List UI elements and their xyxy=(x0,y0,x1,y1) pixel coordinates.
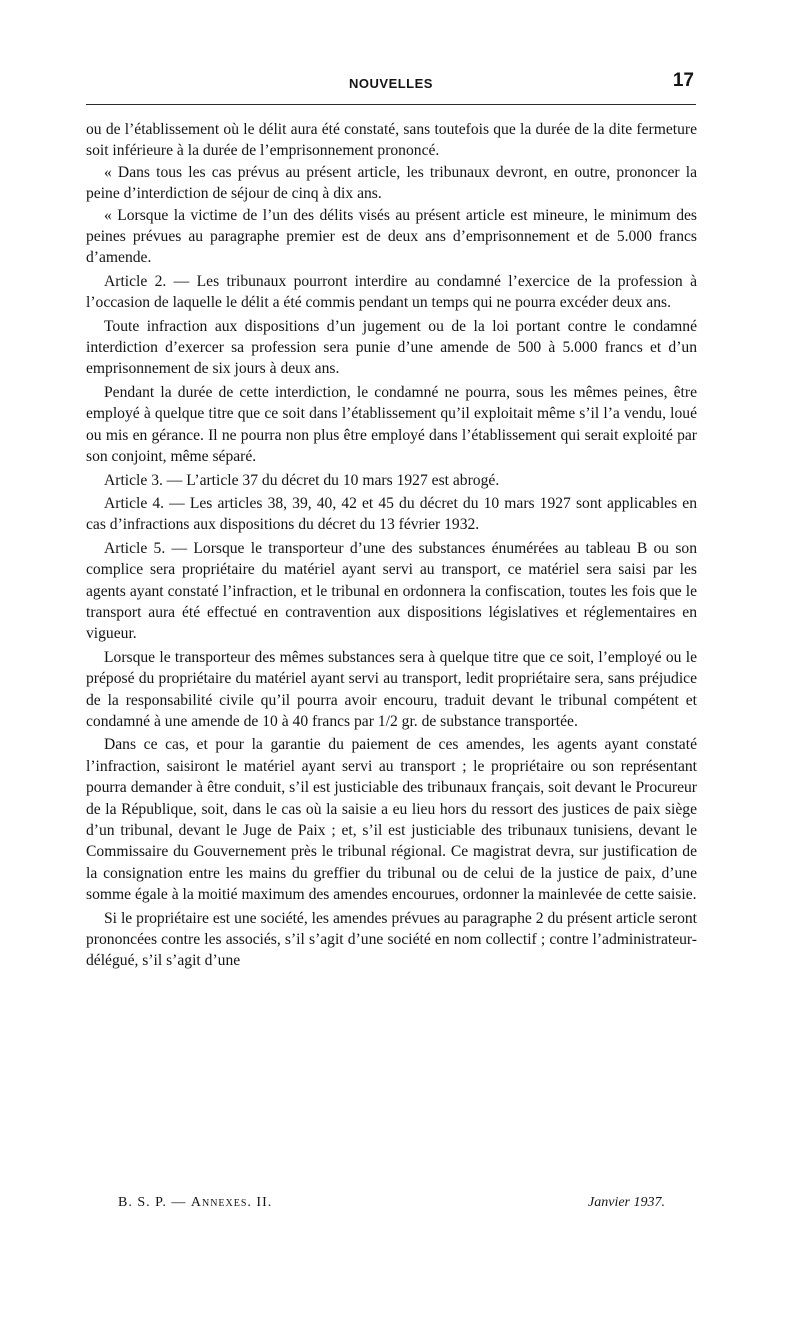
footer-source xyxy=(118,1195,272,1211)
body-text xyxy=(86,119,697,972)
paragraph-quote-interdiction: « Dans tous les cas prévus au présent article, les tribunaux devront, en outre, prononcer la peine d’interdiction de séjour de cinq à dix ans. xyxy=(86,163,697,203)
paragraph-interdiction-duree: Pendant la durée de cette interdiction, le condamné ne pourra, sous les mêmes peines, être employé à quelque titre que ce soit dans l’établissement qu’il exploitait même s’il l’a vendu, loué ou mis en gérance. Il ne pourra non plus être employé dans l’établissement qui serait exploité par son conjoint, même séparé. xyxy=(86,383,697,466)
footer-prefix: B. S. P. — xyxy=(118,1195,191,1210)
footer-annexes: Annexes xyxy=(190,1195,248,1210)
page-footer xyxy=(86,1195,697,1219)
paragraph-continuation: ou de l’établissement où le délit aura été constaté, sans toutefois que la durée de la dite fermeture soit inférieure à la durée de l’emprisonnement prononcé. xyxy=(86,121,697,160)
paragraph-article-3: Article 3. — L’article 37 du décret du 10 mars 1927 est abrogé. xyxy=(104,471,500,489)
paragraph-societe: Si le propriétaire est une société, les amendes prévues au paragraphe 2 du présent article seront prononcées contre les associés, s’il s’agit d’une société en nom collectif ; contre l’administrateur-délégué, s’il s’agit d’une xyxy=(86,909,697,970)
paragraph-article-4: Article 4. — Les articles 38, 39, 40, 42 et 45 du décret du 10 mars 1927 sont applicables en cas d’infractions aux dispositions du décret du 13 février 1932. xyxy=(86,494,697,534)
running-title: NOUVELLES xyxy=(349,76,433,91)
running-head xyxy=(86,70,696,100)
paragraph-infraction: Toute infraction aux dispositions d’un jugement ou de la loi portant contre le condamné interdiction d’exercer sa profession sera punie d’une amende de 500 à 5.000 francs et d’un emprisonnement de six jours à deux ans. xyxy=(86,317,697,378)
paragraph-article-2: Article 2. — Les tribunaux pourront interdire au condamné l’exercice de la profession à l’occasion de laquelle le délit a été commis pendant un temps qui ne pourra excéder deux ans. xyxy=(86,272,697,312)
footer-suffix: . II. xyxy=(247,1195,273,1210)
page-number: 17 xyxy=(672,70,694,91)
paragraph-transporteur: Lorsque le transporteur des mêmes substances sera à quelque titre que ce soit, l’employé ou le préposé du propriétaire du matériel ayant servi au transport, ledit propriétaire sera, sans préjudice de la responsabilité civile qu’il pourra avoir encouru, traduit devant le tribunal compétent et condamné à une amende de 10 à 40 francs par 1/2 gr. de substance transportée. xyxy=(86,648,697,730)
paragraph-article-5: Article 5. — Lorsque le transporteur d’une des substances énumérées au tableau B ou son complice sera propriétaire du matériel ayant servi au transport, ce matériel sera saisi par les agents ayant constaté l’infraction, et le tribunal en ordonnera la confiscation, toutes les fois que le transport aura été effectué en contravention aux dispositions législatives et réglementaires en vigueur. xyxy=(86,539,697,643)
paragraph-garantie: Dans ce cas, et pour la garantie du paiement de ces amendes, les agents ayant constaté l’infraction, saisiront le matériel ayant servi au transport ; le propriétaire ou son représentant pourra demander à être conduit, s’il est justiciable des tribunaux français, soit devant le Procureur de la République, soit, dans le cas où la saisie a eu lieu hors du ressort des justices de paix siège d’un tribunal, devant le Juge de Paix ; et, s’il est justiciable des tribunaux tunisiens, devant le Commissaire du Gouvernement près le tribunal régional. Ce magistrat devra, sur justification de la consignation entre les mains du greffier du tribunal ou de celui de la justice de paix, d’une somme égale à la moitié maximum des amendes encourues, ordonner la mainlevée de cette saisie. xyxy=(86,736,697,904)
header-rule xyxy=(86,104,696,105)
paragraph-quote-mineure: « Lorsque la victime de l’un des délits visés au présent article est mineure, le minimum des peines prévues au paragraphe premier est de deux ans d’emprisonnement et de 5.000 francs d’amende. xyxy=(86,206,697,267)
footer-date: Janvier 1937. xyxy=(588,1195,665,1210)
